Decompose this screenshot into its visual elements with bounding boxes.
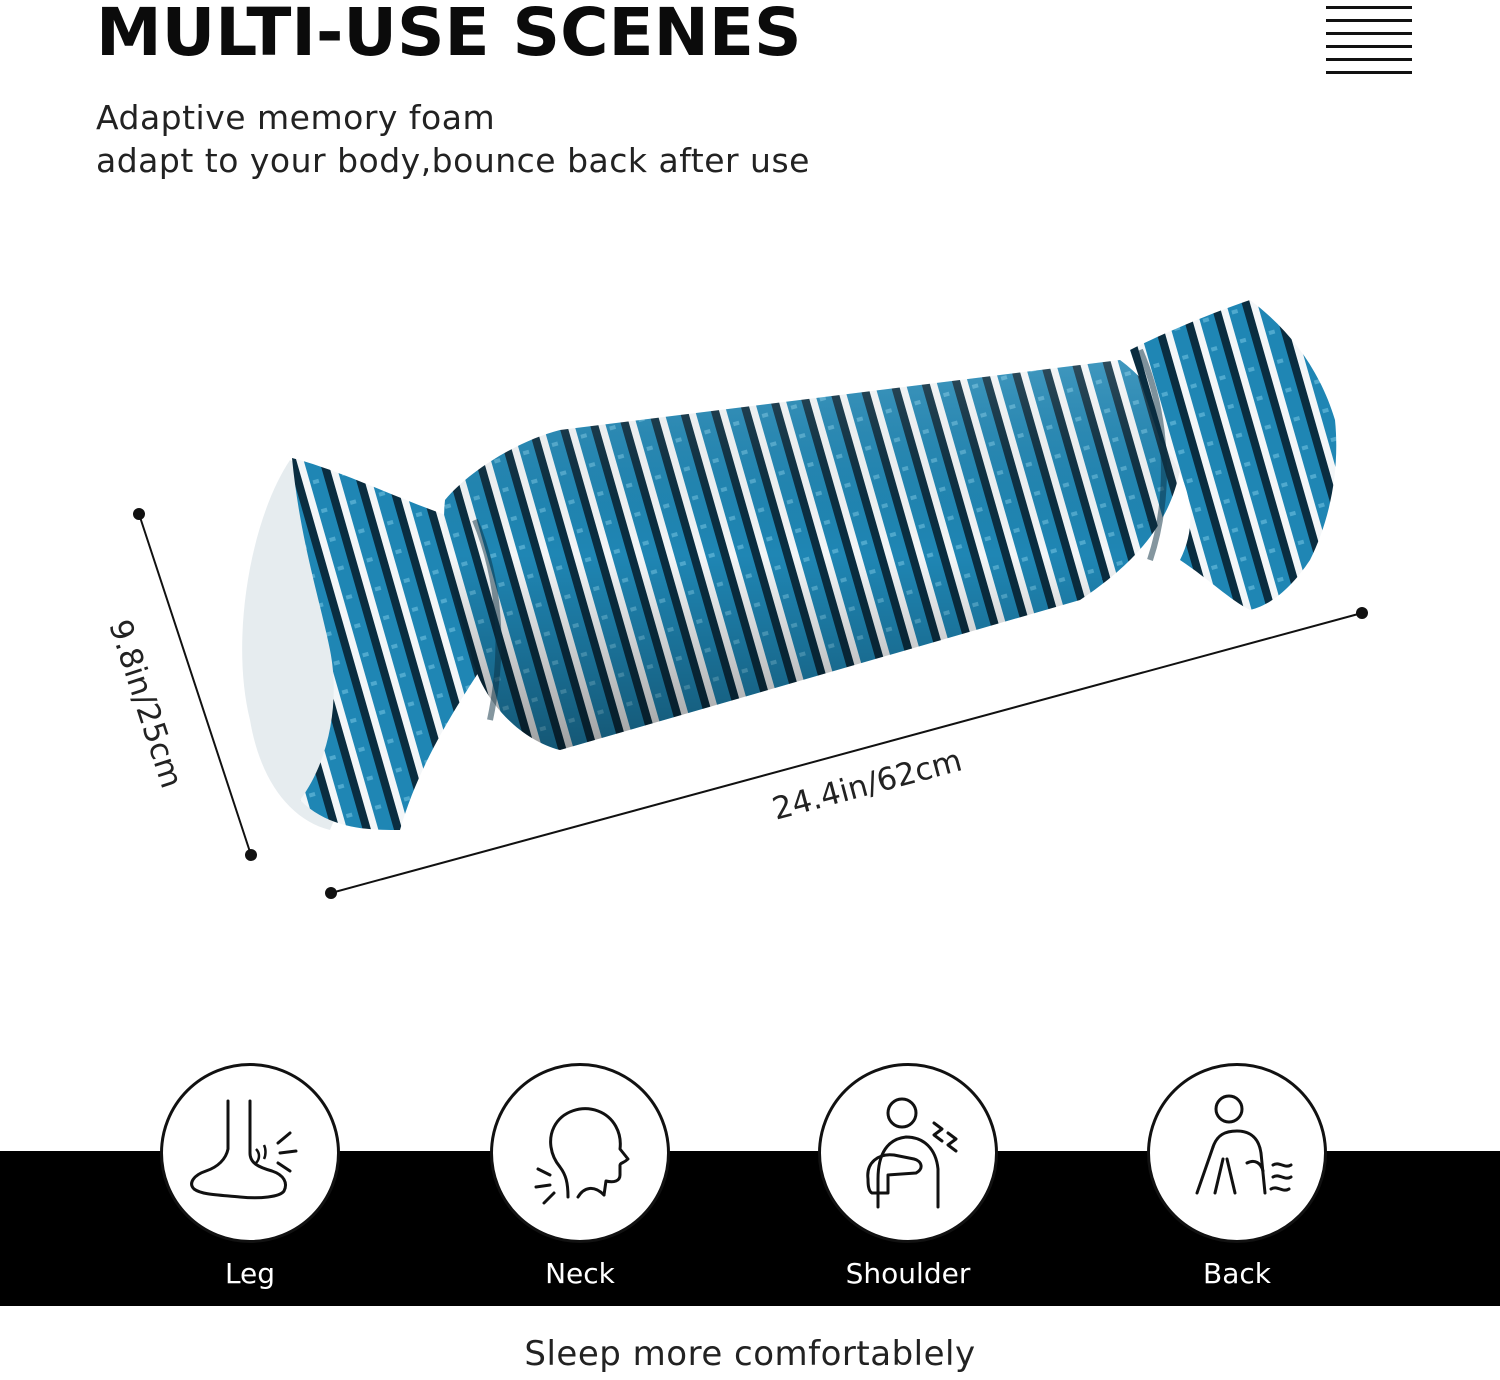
subtitle-line-2: adapt to your body,bounce back after use bbox=[96, 141, 810, 180]
scene-leg bbox=[160, 1063, 340, 1290]
scene-back-circle bbox=[1147, 1063, 1327, 1243]
back-pain-icon bbox=[1167, 1083, 1307, 1223]
length-dimension-label: 24.4in/62cm bbox=[768, 742, 966, 828]
head-neck-pain-icon bbox=[510, 1083, 650, 1223]
scene-leg-circle bbox=[160, 1063, 340, 1243]
height-dimension-label: 9.8in/25cm bbox=[101, 615, 190, 793]
scene-neck bbox=[490, 1063, 670, 1290]
menu-icon[interactable] bbox=[1326, 4, 1412, 76]
bolster-pillow-image bbox=[0, 280, 1500, 920]
scene-leg-label: Leg bbox=[224, 1257, 276, 1290]
scene-neck-label: Neck bbox=[545, 1257, 615, 1290]
scene-neck-circle bbox=[490, 1063, 670, 1243]
scene-shoulder-label: Shoulder bbox=[845, 1257, 971, 1290]
page-title: MULTI-USE SCENES bbox=[96, 0, 802, 71]
footer-tagline: Sleep more comfortablely bbox=[524, 1334, 976, 1374]
scene-shoulder bbox=[818, 1063, 998, 1290]
scene-shoulder-circle bbox=[818, 1063, 998, 1243]
scene-back bbox=[1147, 1063, 1327, 1290]
shoulder-pain-icon bbox=[838, 1083, 978, 1223]
foot-ankle-pain-icon bbox=[180, 1083, 320, 1223]
subtitle-line-1: Adaptive memory foam bbox=[96, 98, 496, 137]
scene-back-label: Back bbox=[1203, 1257, 1271, 1290]
